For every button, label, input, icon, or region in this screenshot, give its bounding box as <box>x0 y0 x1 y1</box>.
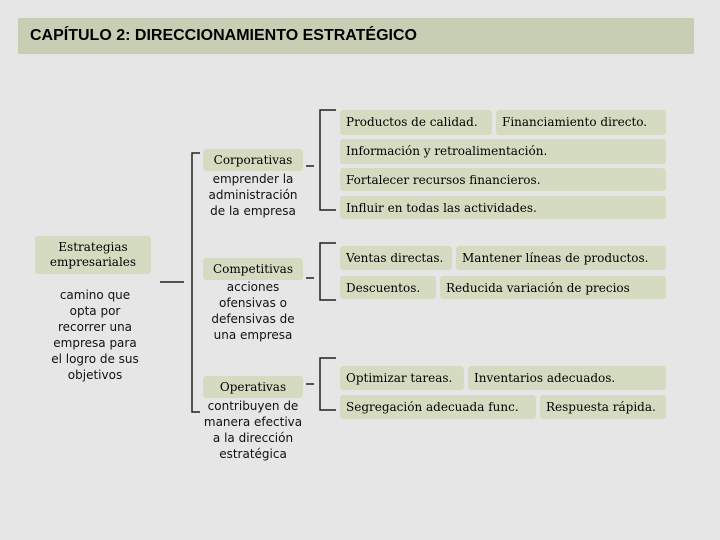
corporativas-bracket <box>320 110 336 210</box>
category-corporativas-description: emprender la administración de la empresa <box>208 172 298 218</box>
item-segregacion-adecuada: Segregación adecuada func. <box>340 395 536 419</box>
category-operativas: Operativas <box>203 376 303 398</box>
item-financiamiento-directo: Financiamiento directo. <box>496 110 666 135</box>
item-optimizar-tareas: Optimizar tareas. <box>340 366 464 390</box>
item-inventarios-adecuados: Inventarios adecuados. <box>468 366 666 390</box>
operativas-bracket <box>320 358 336 410</box>
item-influir-actividades: Influir en todas las actividades. <box>340 196 666 219</box>
item-fortalecer-recursos: Fortalecer recursos financieros. <box>340 168 666 191</box>
item-reducida-variacion: Reducida variación de precios <box>440 276 666 299</box>
page-title: CAPÍTULO 2: DIRECCIONAMIENTO ESTRATÉGICO <box>18 18 694 54</box>
item-productos-de-calidad: Productos de calidad. <box>340 110 492 135</box>
item-respuesta-rapida: Respuesta rápida. <box>540 395 666 419</box>
root-node: Estrategias empresariales <box>35 236 151 274</box>
category-competitivas: Competitivas <box>203 258 303 280</box>
root-description: camino que opta por recorrer una empresa para el logro de sus objetivos <box>51 288 139 382</box>
category-corporativas: Corporativas <box>203 149 303 171</box>
item-descuentos: Descuentos. <box>340 276 436 299</box>
competitivas-bracket <box>320 243 336 300</box>
item-informacion-retroalimentacion: Información y retroalimentación. <box>340 139 666 164</box>
root-bracket <box>192 153 200 412</box>
category-operativas-description: contribuyen de manera efectiva a la dirección estratégica <box>203 399 303 461</box>
category-competitivas-description: acciones ofensivas o defensivas de una empresa <box>211 280 295 342</box>
item-ventas-directas: Ventas directas. <box>340 246 452 270</box>
item-mantener-lineas: Mantener líneas de productos. <box>456 246 666 270</box>
